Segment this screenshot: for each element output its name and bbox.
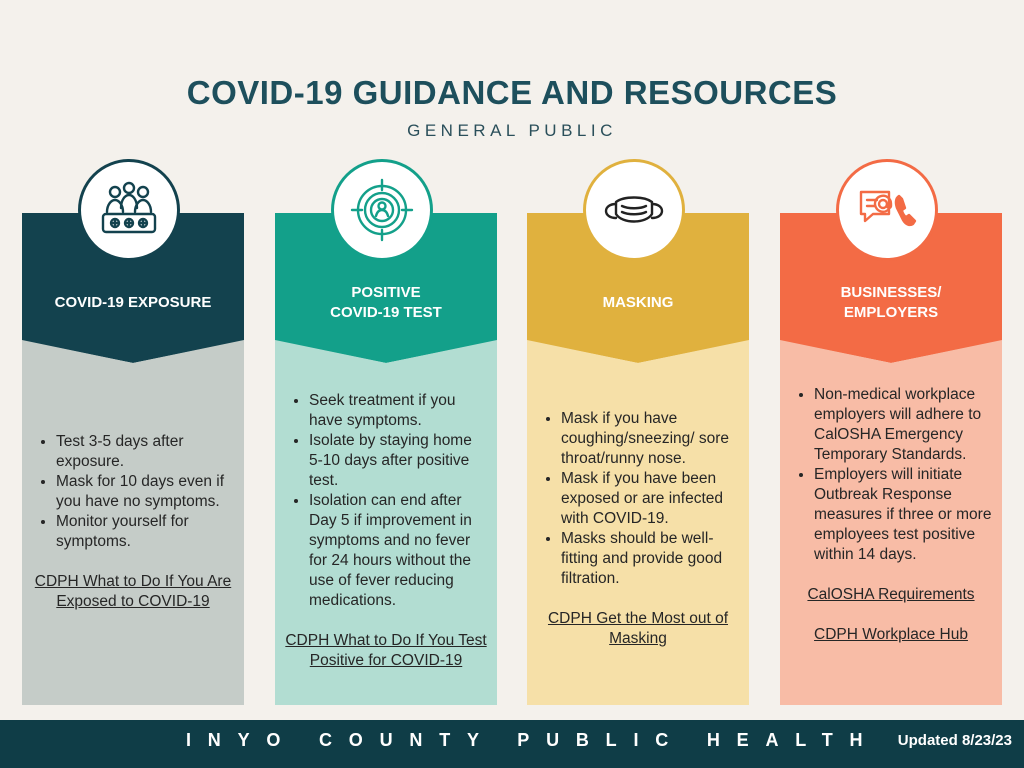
column-title: MASKING: [602, 294, 674, 311]
column-covid-exposure: [22, 213, 244, 705]
icon-circle: [331, 159, 433, 261]
calosha-requirements-link[interactable]: CalOSHA Requirements: [807, 586, 975, 603]
updated-date: Updated 8/23/23: [897, 732, 1012, 749]
column-title: COVID-19 EXPOSURE: [54, 294, 212, 311]
column-businesses-employers: [780, 213, 1002, 705]
page-title: COVID-19 GUIDANCE AND RESOURCES: [186, 74, 838, 111]
icon-circle: [583, 159, 685, 261]
group-of-people-icon: [97, 178, 161, 242]
column-title: BUSINESSES/ EMPLOYERS: [840, 284, 942, 321]
list-item: • Employers will initiate Outbreak Response measures if three or more employees test positive within 14 days.: [814, 465, 992, 565]
icon-circle: [78, 159, 180, 261]
cdph-exposed-link[interactable]: CDPH What to Do If You Are Exposed to COVID-19: [34, 573, 232, 610]
footer-bar: [0, 720, 1024, 768]
list-item: • Mask if you have coughing/sneezing/ sore throat/runny nose.: [561, 409, 739, 469]
list-item: • Isolate by staying home 5-10 days after positive test.: [309, 431, 487, 491]
bullet-list: [780, 385, 1002, 565]
organization-name: INYO COUNTY PUBLIC HEALTH: [186, 730, 880, 750]
column-content: [22, 432, 244, 612]
column-content: [780, 385, 1002, 645]
list-item: • Seek treatment if you have symptoms.: [309, 391, 487, 431]
face-mask-icon: [602, 178, 666, 242]
bullet-list: [22, 432, 244, 552]
list-item: • Mask for 10 days even if you have no symptoms.: [56, 472, 234, 512]
list-item: • Isolation can end after Day 5 if improvement in symptoms and no fever for 24 hours without the use of fever reducing medications.: [309, 491, 487, 611]
email-phone-contact-icon: [855, 178, 919, 242]
list-item: • Masks should be well-fitting and provide good filtration.: [561, 529, 739, 589]
column-title: POSITIVE COVID-19 TEST: [330, 284, 442, 321]
page-subtitle: GENERAL PUBLIC: [407, 121, 617, 140]
cdph-masking-link[interactable]: CDPH Get the Most out of Masking: [547, 610, 729, 647]
cdph-workplace-hub-link[interactable]: CDPH Workplace Hub: [814, 626, 968, 643]
list-item: • Monitor yourself for symptoms.: [56, 512, 234, 552]
bullet-list: [275, 391, 497, 611]
icon-circle: [836, 159, 938, 261]
column-positive-test: [275, 213, 497, 705]
target-person-icon: [350, 178, 414, 242]
bullet-list: [527, 409, 749, 589]
column-content: [527, 409, 749, 649]
list-item: • Mask if you have been exposed or are infected with COVID-19.: [561, 469, 739, 529]
list-item: • Test 3-5 days after exposure.: [56, 432, 234, 472]
column-masking: [527, 213, 749, 705]
column-content: [275, 391, 497, 671]
list-item: • Non-medical workplace employers will adhere to CalOSHA Emergency Temporary Standards.: [814, 385, 992, 465]
cdph-test-positive-link[interactable]: CDPH What to Do If You Test Positive for COVID-19: [285, 632, 487, 669]
